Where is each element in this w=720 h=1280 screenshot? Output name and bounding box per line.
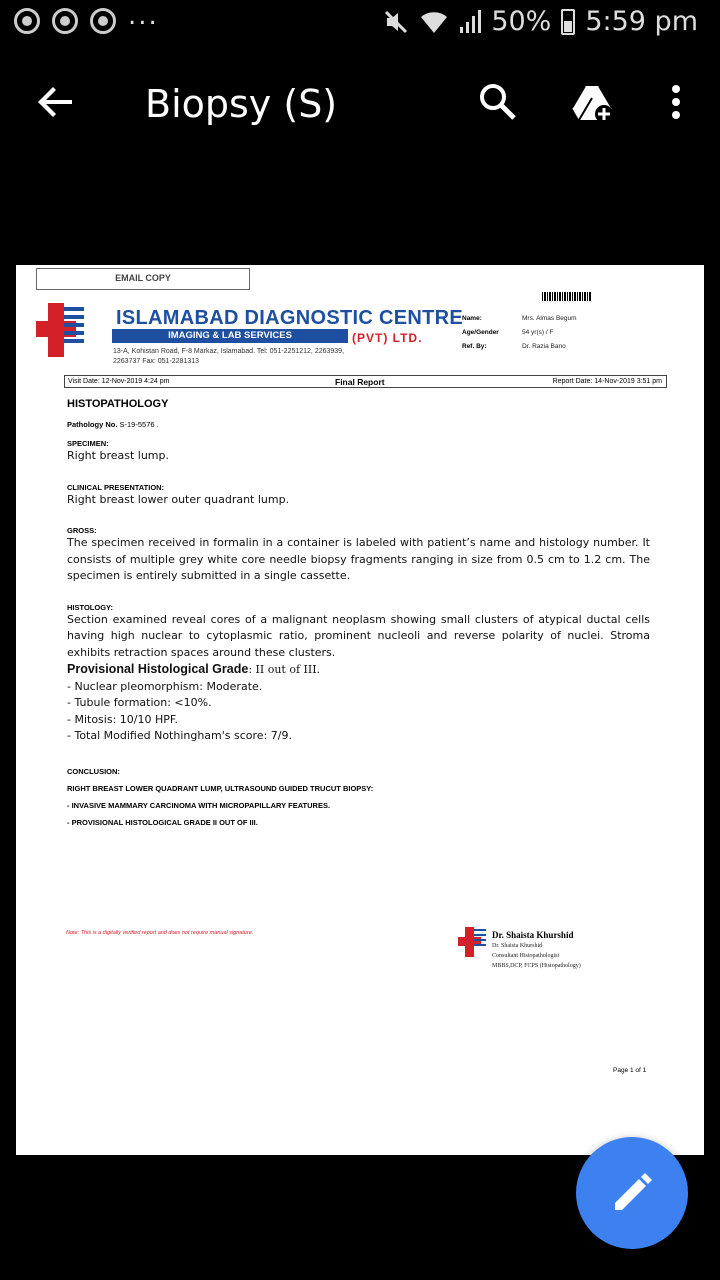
grade-title: Provisional Histological Grade (67, 662, 249, 676)
gross-section (67, 526, 650, 585)
report-date: Report Date: 14-Nov-2019 3:51 pm (552, 378, 662, 385)
age-label: Age/Gender (462, 329, 499, 336)
grade-line (67, 661, 650, 679)
conclusion-label: CONCLUSION: (67, 766, 120, 776)
clinical-label: CLINICAL PRESENTATION: (67, 482, 165, 492)
mute-icon (383, 9, 409, 35)
patient-age: 54 yr(s) / F (522, 329, 554, 336)
gross-label: GROSS: (67, 526, 97, 535)
pathology-number (67, 420, 650, 429)
conclusion-line: - PROVISIONAL HISTOLOGICAL GRADE II OUT OF III. (67, 817, 258, 827)
chrome-notification-icon (14, 8, 40, 34)
more-notifications-indicator: ... (128, 1, 159, 31)
clock: 5:59 pm (585, 6, 698, 37)
notification-icons (14, 1, 159, 34)
histology-section (67, 603, 650, 745)
signature-line: Consultant Histopathologist (492, 953, 560, 959)
battery-icon (561, 9, 575, 35)
search-icon[interactable] (476, 80, 520, 124)
histology-text: Section examined reveal cores of a malignant neoplasm showing small clusters of atypical ductal cells having high nuclear to cytoplasmic ratio, prominent nucleoli and reverse polarity of nuclei. Stroma exhibits retraction spaces around these clusters. (67, 612, 650, 659)
status-bar (0, 0, 720, 50)
more-options-icon[interactable] (654, 80, 698, 124)
grade-item: - Nuclear pleomorphism: Moderate. (67, 679, 263, 693)
conclusion-section (67, 763, 650, 831)
specimen-label: SPECIMEN: (67, 439, 109, 448)
signature-line: MBBS,DCP, FCPS (Histopathology) (492, 963, 581, 969)
app-bar (0, 60, 720, 150)
report-body (67, 395, 650, 831)
pathology-label: Pathology No. (67, 420, 118, 429)
specimen-section (67, 439, 650, 465)
section-title: HISTOPATHOLOGY (67, 398, 169, 410)
pathology-value: S-19-5576 . (119, 420, 159, 429)
report-page (16, 265, 704, 1155)
report-type: Final Report (335, 377, 385, 387)
conclusion-line: RIGHT BREAST LOWER QUADRANT LUMP, ULTRASOUND GUIDED TRUCUT BIOPSY: (67, 783, 374, 793)
add-to-drive-icon[interactable] (570, 80, 614, 124)
patient-info (462, 315, 577, 357)
specimen-text: Right breast lump. (67, 449, 169, 462)
signal-icon (459, 9, 481, 35)
grade-value: : II out of III. (248, 663, 321, 676)
lab-logo-icon (36, 303, 84, 357)
signature-block (492, 929, 581, 971)
visit-info-bar (64, 375, 667, 388)
back-arrow-icon[interactable] (34, 80, 78, 124)
wifi-icon (419, 9, 449, 35)
grade-item: - Mitosis: 10/10 HPF. (67, 712, 178, 726)
page-title: Biopsy (S) (145, 82, 338, 126)
barcode (542, 292, 592, 301)
lab-suffix: (PVT) LTD. (352, 331, 423, 345)
gross-text: The specimen received in formalin in a container is labeled with patient’s name and histology number. It consists of multiple grey white core needle biopsy fragments ranging in size from 0.5 cm to 1.2 cm. The specimen is entirely submitted in a single cassette. (67, 536, 650, 582)
name-label: Name: (462, 315, 482, 322)
grade-item: - Tubule formation: <10%. (67, 696, 212, 709)
visit-date: Visit Date: 12-Nov-2019 4:24 pm (68, 378, 170, 385)
pencil-icon (609, 1170, 655, 1216)
signature-line: Dr. Shaista Khurshid (492, 943, 543, 949)
verification-note: Note: This is a digitally verified report and does not require manual signature. (66, 930, 254, 936)
address-line: 13-A, Kohistan Road, F-8 Markaz, Islamabad. Tel: 051-2251212, 2263939, (113, 348, 345, 355)
page-number: Page 1 of 1 (613, 1067, 647, 1074)
lab-name: ISLAMABAD DIAGNOSTIC CENTRE (116, 307, 463, 329)
battery-percent: 50% (491, 6, 552, 37)
email-copy-stamp: EMAIL COPY (36, 268, 250, 290)
referring-doctor: Dr. Razia Bano (522, 343, 566, 350)
lab-services: IMAGING & LAB SERVICES (112, 329, 348, 343)
lab-address (113, 347, 383, 367)
signature-logo-icon (458, 927, 486, 957)
edit-button[interactable] (576, 1137, 688, 1249)
ref-label: Ref. By: (462, 343, 487, 350)
clinical-text: Right breast lower outer quadrant lump. (67, 492, 290, 506)
conclusion-line: - INVASIVE MAMMARY CARCINOMA WITH MICROPAPILLARY FEATURES. (67, 800, 331, 810)
clinical-section (67, 483, 650, 509)
grade-item: - Total Modified Nothingham's score: 7/9. (67, 729, 292, 742)
chrome-notification-icon (52, 8, 78, 34)
system-icons (383, 6, 698, 37)
chrome-notification-icon (90, 8, 116, 34)
pathologist-name: Dr. Shaista Khurshid (492, 930, 574, 940)
histology-label: HISTOLOGY: (67, 602, 113, 612)
address-line: 2263737 Fax: 051-2281313 (113, 358, 200, 365)
patient-name: Mrs. Almas Begum (522, 315, 577, 322)
